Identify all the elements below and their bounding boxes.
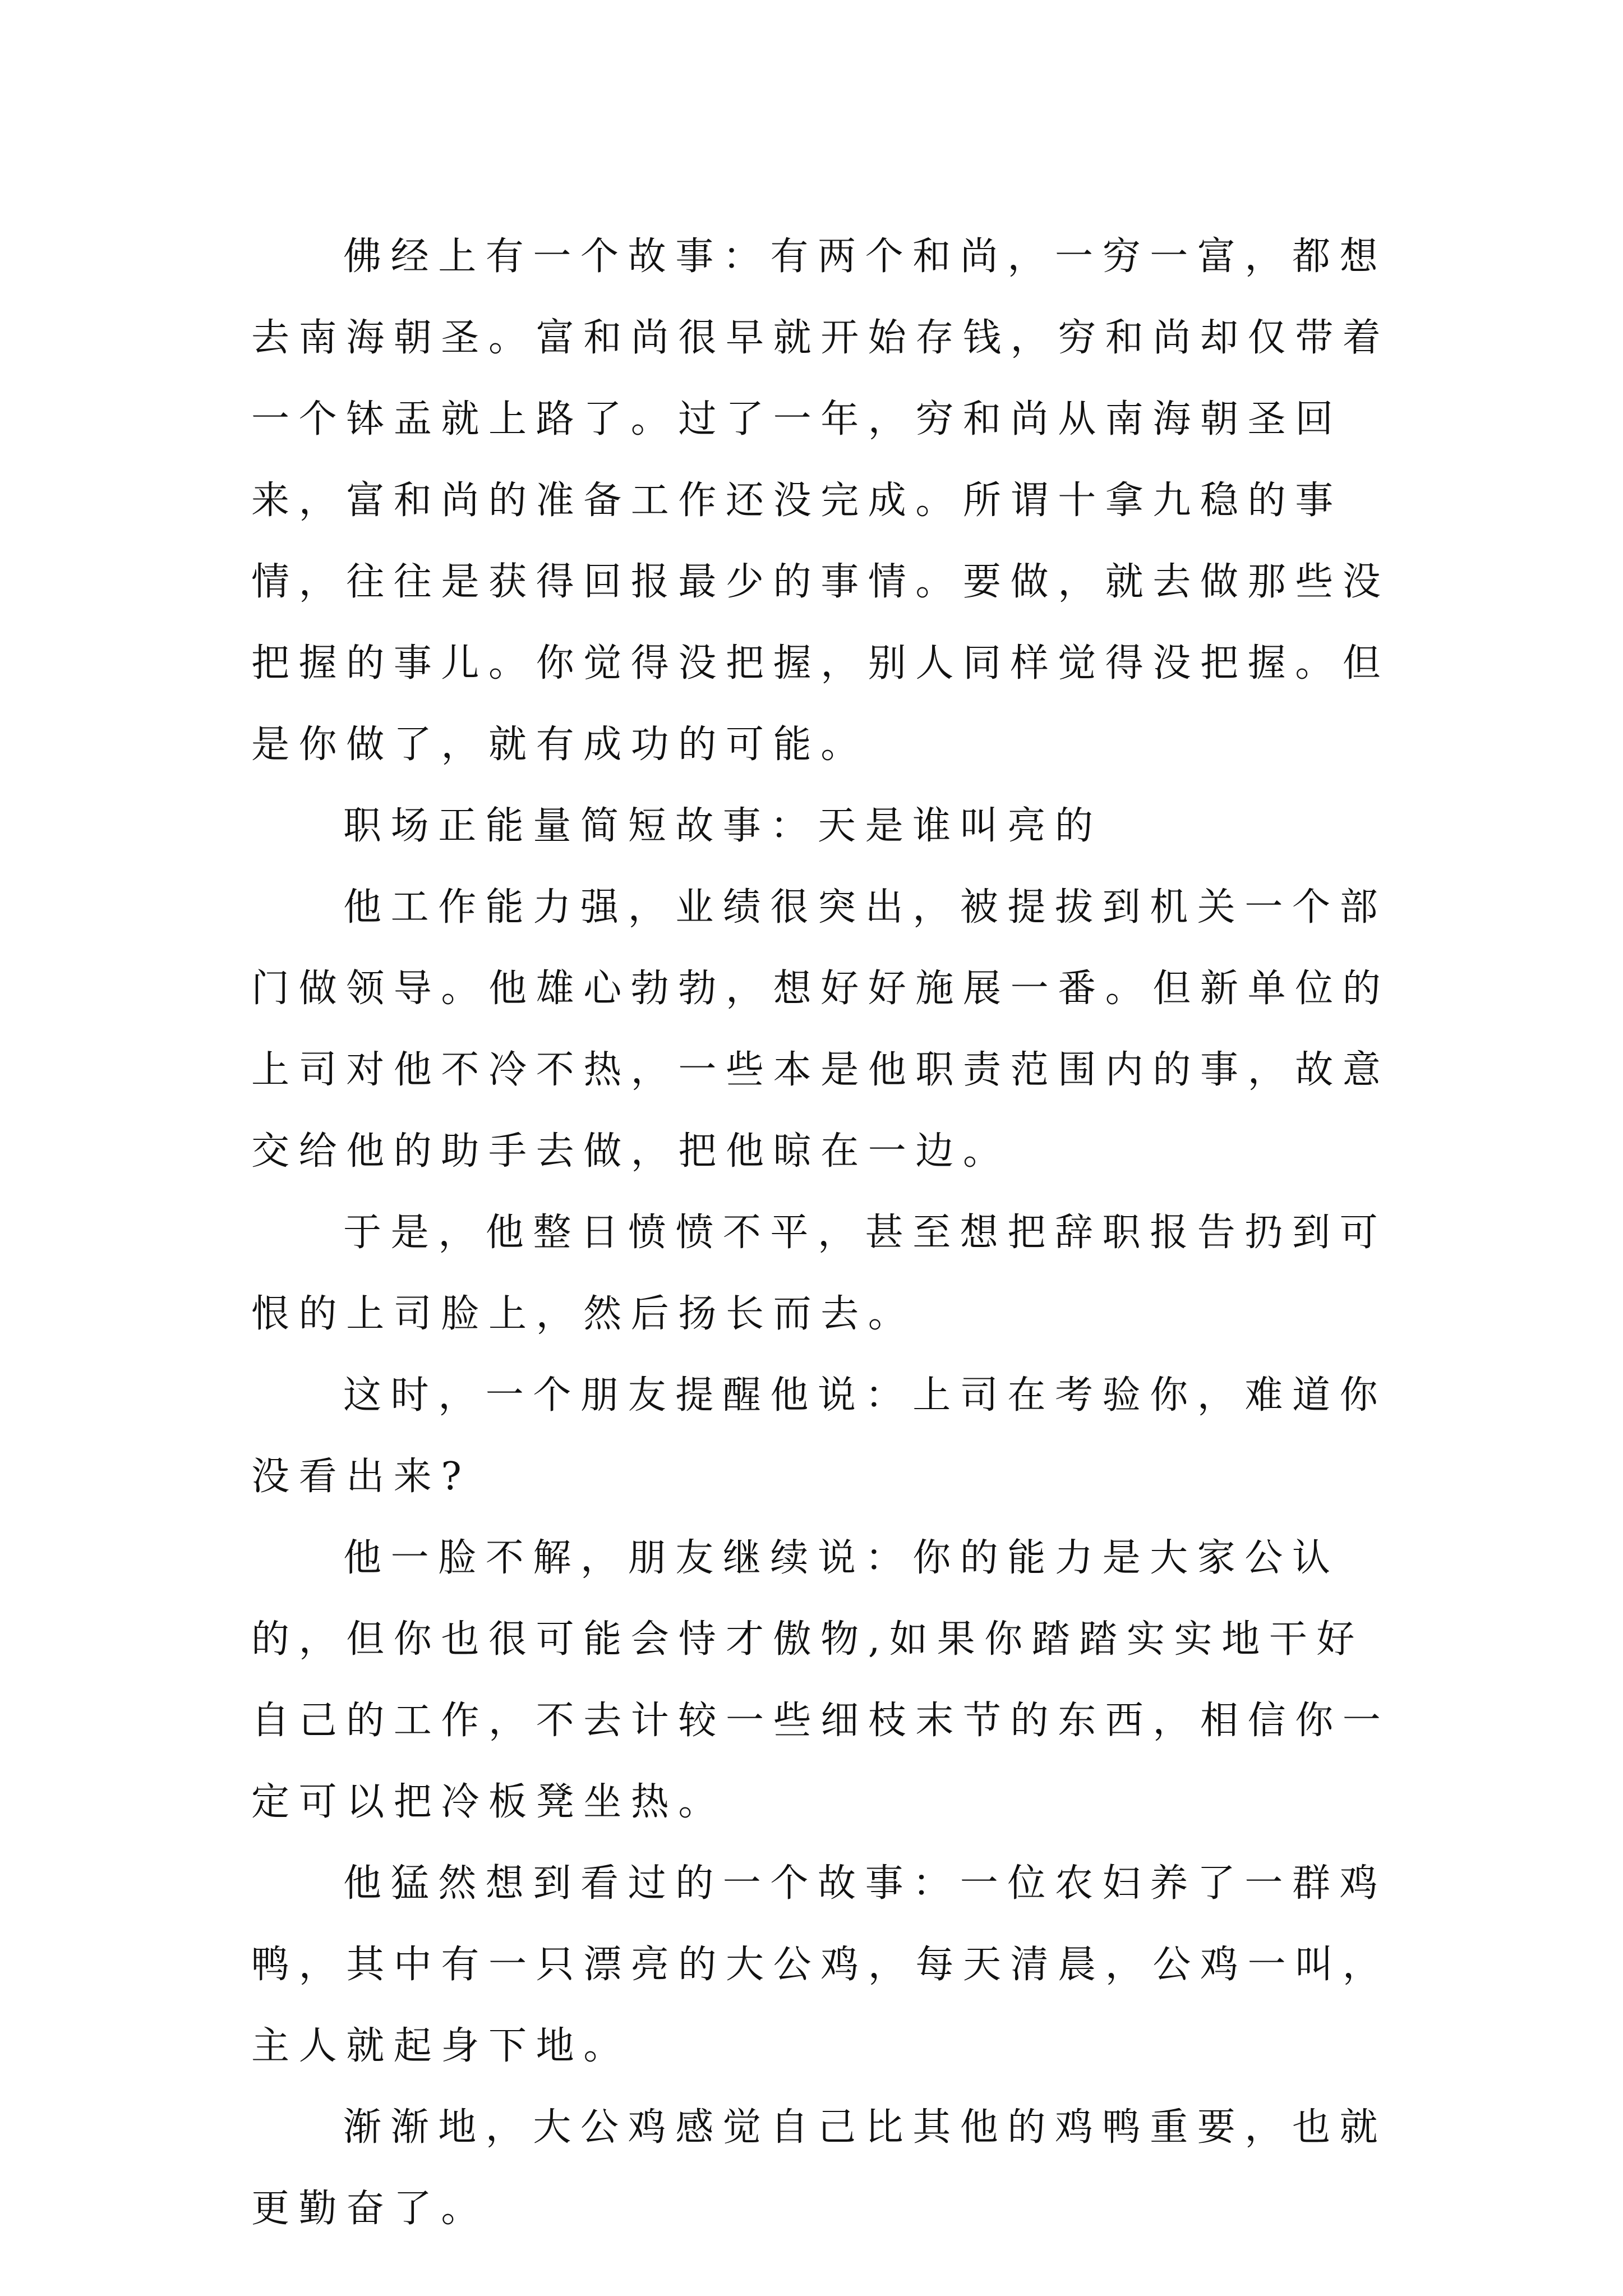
paragraph-buddhist-story: 佛经上有一个故事：有两个和尚，一穷一富，都想去南海朝圣。富和尚很早就开始存钱，穷和尚却仅带着一个钵盂就上路了。过了一年，穷和尚从南海朝圣回来，富和尚的准备工作还没完成。所谓十拿九稳的事情，往往是获得回报最少的事情。要做，就去做那些没把握的事儿。你觉得没把握，别人同样觉得没把握。但是你做了，就有成功的可能。 xyxy=(251,234,1390,767)
paragraph-story-title: 职场正能量简短故事：天是谁叫亮的 xyxy=(343,804,1103,848)
paragraph-promotion: 他工作能力强，业绩很突出，被提拔到机关一个部门做领导。他雄心勃勃，想好好施展一番。但新单位的上司对他不冷不热，一些本是他职责范围内的事，故意交给他的助手去做，把他晾在一边。 xyxy=(251,885,1390,1174)
paragraph-friend-reminder: 这时，一个朋友提醒他说：上司在考验你，难道你没看出来? xyxy=(251,1373,1387,1499)
paragraph-resentment: 于是，他整日愤愤不平，甚至想把辞职报告扔到可恨的上司脸上，然后扬长而去。 xyxy=(251,1211,1387,1336)
paragraph-rooster-story: 他猛然想到看过的一个故事：一位农妇养了一群鸡鸭，其中有一只漂亮的大公鸡，每天清晨，公鸡一叫，主人就起身下地。 xyxy=(251,1861,1390,2068)
paragraph-rooster-diligence: 渐渐地，大公鸡感觉自己比其他的鸡鸭重要，也就更勤奋了。 xyxy=(251,2105,1387,2231)
body-text xyxy=(251,216,1395,2249)
paragraph-friend-advice: 他一脸不解，朋友继续说：你的能力是大家公认的，但你也很可能会恃才傲物,如果你踏踏实实地干好自己的工作，不去计较一些细枝末节的东西，相信你一定可以把冷板凳坐热。 xyxy=(251,1536,1390,1824)
